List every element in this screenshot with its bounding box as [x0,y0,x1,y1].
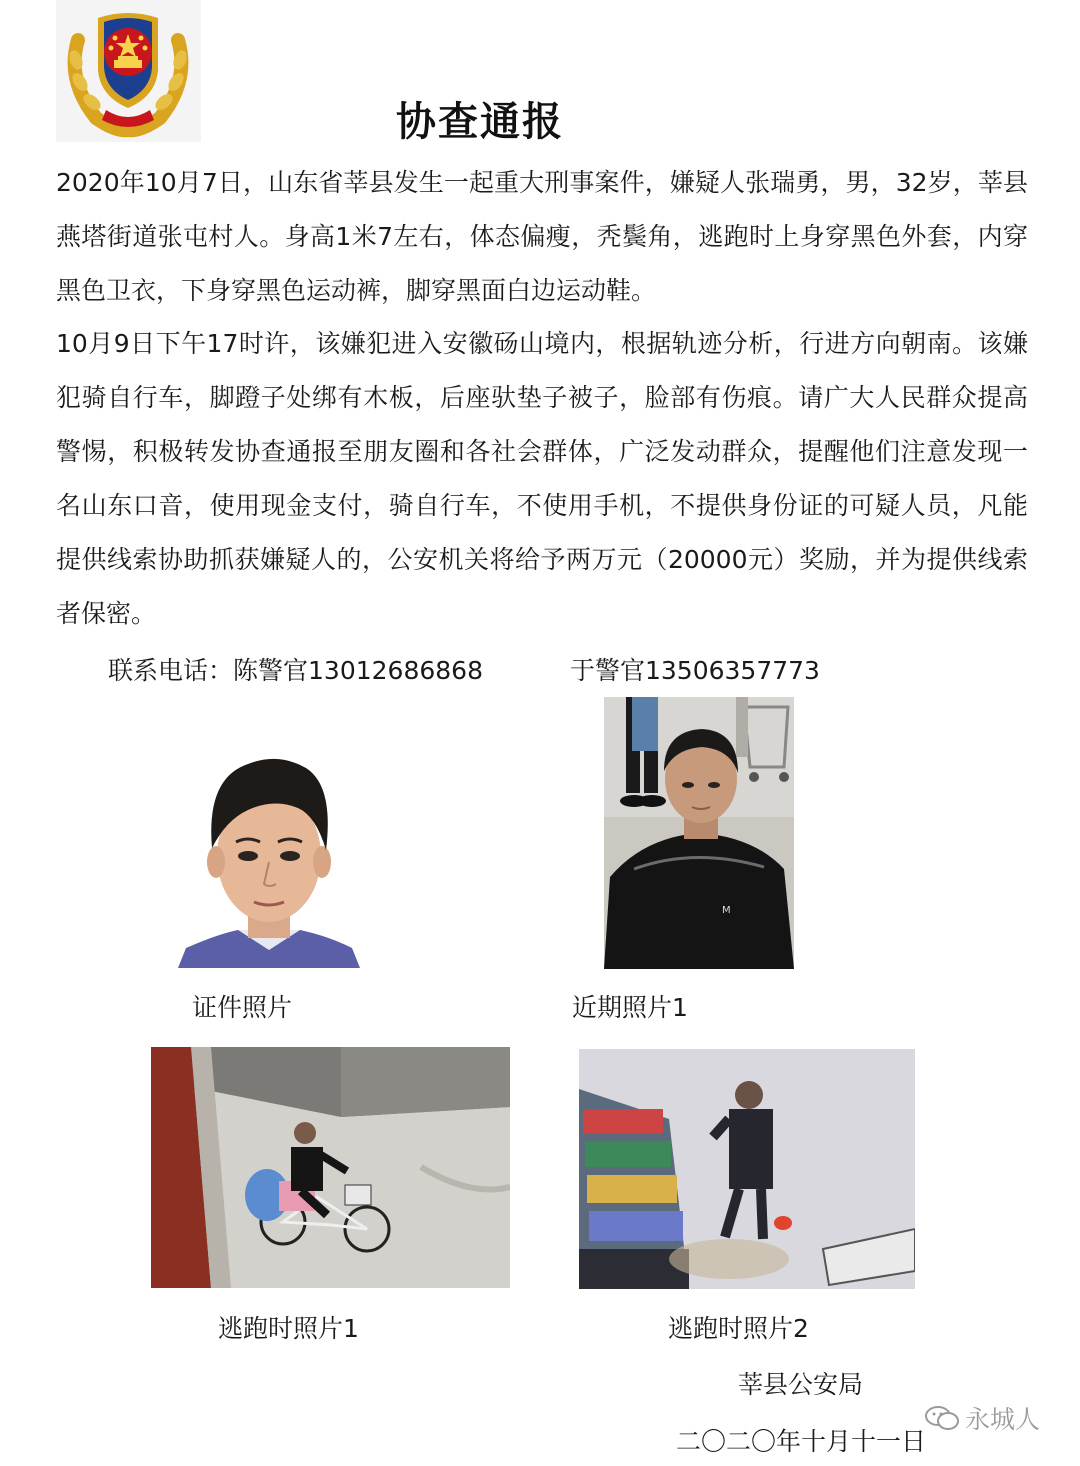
flee-photo-1 [151,1047,510,1288]
chat-icon [925,1405,959,1431]
contact-label: 联系电话： [108,656,234,685]
id-photo-caption: 证件照片 [192,993,293,1022]
police-emblem [56,0,201,142]
id-photo [178,738,360,968]
recent-photo-1-caption: 近期照片1 [572,993,688,1022]
case-description-paragraph: 2020年10月7日，山东省莘县发生一起重大刑事案件，嫌疑人张瑞勇，男，32岁，莘县燕塔街道张屯村人。身高1米7左右，体态偏瘦，秃鬓角，逃跑时上身穿黑色外套，内穿黑色卫衣，下身穿黑色运动裤，脚穿黑面白边运动鞋。 [56,168,1028,305]
flee-photo-2-caption: 逃跑时照片2 [668,1314,809,1343]
source-watermark [925,1400,1040,1436]
contact-officer-yu: 于警官13506357773 [570,656,820,685]
flee-photo-1-caption: 逃跑时照片1 [218,1314,359,1343]
contact-officer-chen: 陈警官13012686868 [233,656,483,685]
issue-date: 二〇二〇年十月十一日 [676,1427,927,1456]
issuing-authority: 莘县公安局 [738,1370,864,1399]
watermark-text: 永城人 [965,1405,1041,1434]
appeal-paragraph: 10月9日下午17时许，该嫌犯进入安徽砀山境内，根据轨迹分析，行进方向朝南。该嫌犯骑自行车，脚蹬子处绑有木板，后座驮垫子被子，脸部有伤痕。请广大人民群众提高警惕，积极转发协查通报至朋友圈和各社会群体，广泛发动群众，提醒他们注意发现一名山东口音，使用现金支付，骑自行车，不使用手机，不提供身份证的可疑人员，凡能提供线索协助抓获嫌疑人的，公安机关将给予两万元（20000元）奖励，并为提供线索者保密。 [56,329,1028,628]
recent-photo-1 [604,697,794,969]
svg-text:M: M [722,905,731,916]
flee-photo-2 [579,1049,915,1289]
page-title: 协查通报 [396,99,564,145]
contact-primary [108,646,483,696]
